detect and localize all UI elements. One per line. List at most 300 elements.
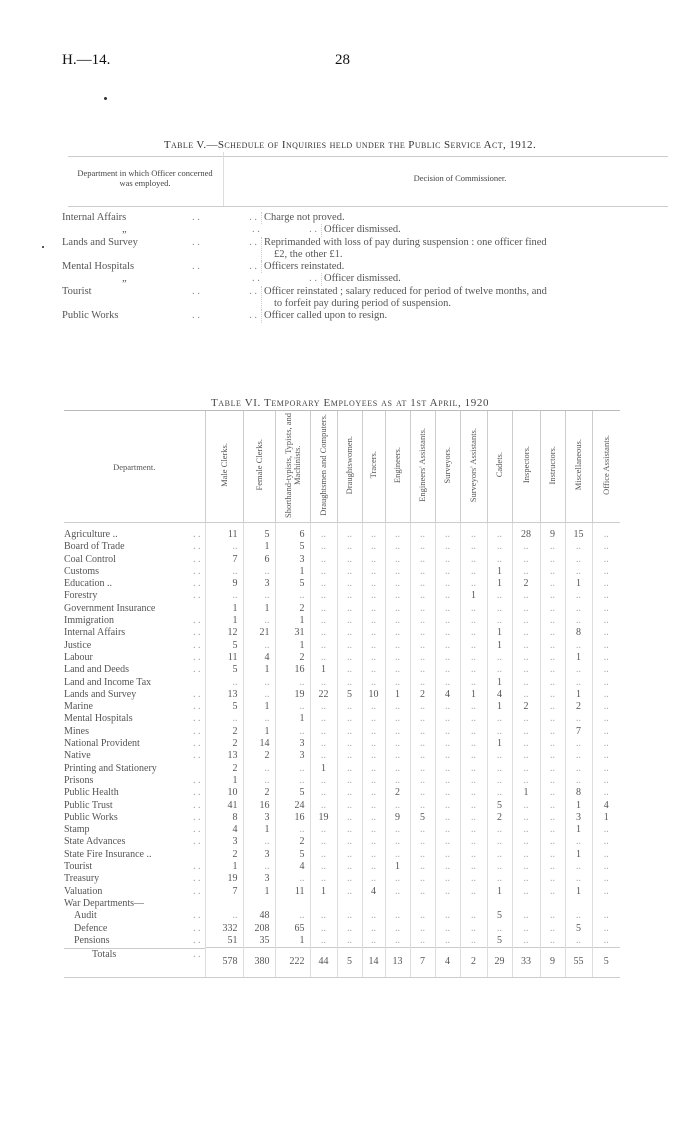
- leader-dot: . .: [249, 285, 257, 297]
- table-cell: [592, 898, 620, 910]
- table-cell: 1: [487, 738, 512, 750]
- decision: [261, 212, 672, 224]
- table-cell: ..: [337, 640, 362, 652]
- table-cell: ..: [385, 603, 410, 615]
- table-cell: ..: [592, 713, 620, 725]
- table-cell: 13: [205, 689, 243, 701]
- table5-title: Table V.—Schedule of Inquiries held under the Public Service Act, 1912.: [163, 139, 537, 151]
- table-cell: ..: [512, 554, 540, 566]
- table-cell: ..: [337, 775, 362, 787]
- table-cell: 2: [205, 763, 243, 775]
- table-cell: ..: [435, 640, 460, 652]
- leader-dots: . .: [193, 553, 201, 565]
- table-cell: ..: [540, 689, 565, 701]
- table-cell: ..: [275, 763, 310, 775]
- table-cell: 2: [275, 652, 310, 664]
- decision-text: Officers reinstated.: [264, 261, 345, 273]
- table-cell: ..: [512, 935, 540, 948]
- table-cell: ..: [410, 824, 435, 836]
- table-cell: ..: [565, 554, 592, 566]
- table-cell: 1: [243, 701, 275, 713]
- table-cell: ..: [337, 726, 362, 738]
- table-cell: ..: [540, 824, 565, 836]
- table-cell: ..: [540, 726, 565, 738]
- leader-dot: . .: [192, 236, 200, 248]
- leader-dots: [192, 212, 261, 224]
- department-name: Printing and Stationery: [64, 762, 157, 774]
- table-cell: ..: [337, 849, 362, 861]
- table-cell: ..: [460, 849, 487, 861]
- table-cell: ..: [385, 935, 410, 948]
- table-cell: ..: [435, 603, 460, 615]
- table-row: [64, 652, 620, 664]
- table-cell: ..: [460, 873, 487, 885]
- table-cell: ..: [512, 923, 540, 935]
- table-cell: ..: [592, 787, 620, 799]
- table-cell: ..: [592, 652, 620, 664]
- table-cell: ..: [362, 923, 385, 935]
- table-cell: ..: [435, 713, 460, 725]
- table-row: [64, 689, 620, 701]
- table-cell: ..: [310, 627, 337, 639]
- table-cell: ..: [565, 763, 592, 775]
- table-cell: 31: [275, 627, 310, 639]
- table-cell: ..: [540, 873, 565, 885]
- decision: [321, 224, 672, 236]
- table-cell: 65: [275, 923, 310, 935]
- department-name: Audit: [74, 910, 97, 922]
- leader-dots: . .: [193, 861, 201, 873]
- table-cell: ..: [435, 554, 460, 566]
- table-cell: 5: [275, 578, 310, 590]
- table-cell: ..: [205, 566, 243, 578]
- table-cell: 19: [310, 812, 337, 824]
- table-row: [64, 763, 620, 775]
- table-cell: 5: [592, 948, 620, 978]
- table-cell: ..: [275, 775, 310, 787]
- table-cell: ..: [435, 800, 460, 812]
- table-cell: ..: [310, 554, 337, 566]
- leader-dots: . .: [193, 787, 201, 799]
- table-cell: 5: [487, 800, 512, 812]
- table-cell: ..: [487, 750, 512, 762]
- table-cell: ..: [460, 713, 487, 725]
- leader-dot: . .: [249, 261, 257, 273]
- department-name: Lands and Survey: [64, 688, 137, 700]
- table-cell: ..: [592, 701, 620, 713]
- decision: [321, 273, 672, 285]
- department-name: Marine: [64, 701, 93, 713]
- leader-dots: . .: [193, 910, 201, 922]
- table-row: [64, 923, 620, 935]
- table-cell: 1: [205, 861, 243, 873]
- table-cell: ..: [565, 910, 592, 922]
- table-cell: ..: [592, 627, 620, 639]
- decision-text: Officer called upon to resign.: [264, 310, 388, 322]
- department-cell: [64, 689, 205, 701]
- table-cell: 1: [243, 886, 275, 898]
- department-name: Mines: [64, 725, 89, 737]
- table-cell: ..: [310, 590, 337, 602]
- table-cell: ..: [540, 590, 565, 602]
- table-cell: ..: [275, 590, 310, 602]
- table-cell: ..: [540, 664, 565, 676]
- department-name: Government Insurance: [64, 602, 156, 614]
- leader-dot: . .: [192, 212, 200, 223]
- table-cell: ..: [460, 763, 487, 775]
- table-cell: ..: [460, 726, 487, 738]
- table-cell: 1: [243, 824, 275, 836]
- table-cell: ..: [460, 701, 487, 713]
- table-cell: 4: [487, 689, 512, 701]
- table-cell: ..: [460, 910, 487, 922]
- table-cell: 24: [275, 800, 310, 812]
- table-row: [64, 873, 620, 885]
- table-cell: ..: [205, 590, 243, 602]
- department-cell: [64, 861, 205, 873]
- table-cell: ..: [362, 763, 385, 775]
- table-row: [64, 578, 620, 590]
- table-cell: ..: [487, 664, 512, 676]
- table-cell: 1: [487, 886, 512, 898]
- table-cell: ..: [385, 652, 410, 664]
- leader-dots: . .: [193, 713, 201, 725]
- table-cell: ..: [205, 713, 243, 725]
- column-header: [410, 411, 435, 523]
- department-cell: [64, 713, 205, 725]
- table-cell: 1: [565, 578, 592, 590]
- table-cell: 7: [205, 554, 243, 566]
- table-cell: 3: [205, 836, 243, 848]
- department-cell: [64, 886, 205, 898]
- table-cell: ..: [410, 523, 435, 542]
- department-name: Internal Affairs: [62, 212, 127, 223]
- table-cell: 5: [205, 664, 243, 676]
- table-cell: ..: [385, 763, 410, 775]
- table-cell: 1: [487, 566, 512, 578]
- table-cell: 380: [243, 948, 275, 978]
- table-cell: 3: [275, 738, 310, 750]
- table-cell: 4: [243, 652, 275, 664]
- table-cell: ..: [435, 775, 460, 787]
- column-header-label: Draughtsmen and Computers.: [318, 414, 328, 516]
- table-cell: ..: [540, 775, 565, 787]
- table-cell: ..: [362, 750, 385, 762]
- table-row: [64, 910, 620, 922]
- table-cell: ..: [385, 640, 410, 652]
- column-header-label: Shorthand-typists, Typists, and Machinists.: [282, 412, 302, 518]
- table-cell: ..: [435, 861, 460, 873]
- table-cell: ..: [487, 861, 512, 873]
- table-cell: ..: [310, 640, 337, 652]
- table-cell: 1: [243, 664, 275, 676]
- department-cell: [64, 677, 205, 689]
- leader-dots: . .: [193, 811, 201, 823]
- table-cell: ..: [362, 726, 385, 738]
- table-cell: ..: [460, 677, 487, 689]
- table-row: [64, 640, 620, 652]
- table-cell: ..: [435, 590, 460, 602]
- table-cell: ..: [362, 873, 385, 885]
- table-cell: ..: [337, 523, 362, 542]
- table-cell: ..: [540, 836, 565, 848]
- department-name: Public Trust: [64, 799, 113, 811]
- table-cell: ..: [362, 652, 385, 664]
- department-cell: [64, 664, 205, 676]
- leader-dots: [192, 261, 261, 273]
- table-cell: ..: [385, 664, 410, 676]
- table-cell: ..: [337, 566, 362, 578]
- table-cell: ..: [592, 886, 620, 898]
- department-name: Justice: [64, 639, 92, 651]
- table-cell: ..: [435, 726, 460, 738]
- department-cell: [64, 590, 205, 602]
- table-cell: ..: [540, 787, 565, 799]
- leader-dots: . .: [193, 934, 201, 946]
- department-name: Treasury: [64, 873, 100, 885]
- table-cell: [385, 898, 410, 910]
- table-cell: ..: [337, 627, 362, 639]
- table-cell: ..: [337, 701, 362, 713]
- table-cell: ..: [512, 812, 540, 824]
- table-cell: ..: [337, 910, 362, 922]
- table-cell: ..: [275, 726, 310, 738]
- column-header-label: Draughtswomen.: [344, 435, 354, 495]
- table-cell: [362, 898, 385, 910]
- table-cell: ..: [540, 541, 565, 553]
- department-cell: [64, 603, 205, 615]
- table-cell: 1: [565, 800, 592, 812]
- decision-continuation: to forfeit pay during period of suspension.: [274, 298, 452, 310]
- column-header-label: Engineers.: [392, 446, 402, 484]
- department-cell: [64, 578, 205, 590]
- table-cell: ..: [337, 861, 362, 873]
- decision-text: Officer dismissed.: [324, 273, 401, 285]
- table-row: [64, 824, 620, 836]
- table-cell: ..: [410, 800, 435, 812]
- table-cell: ..: [337, 824, 362, 836]
- table-cell: [410, 898, 435, 910]
- table-cell: ..: [540, 750, 565, 762]
- table-cell: ..: [385, 910, 410, 922]
- department-cell: [64, 726, 205, 738]
- table-cell: ..: [435, 763, 460, 775]
- table-cell: 14: [362, 948, 385, 978]
- column-header-label: Male Clerks.: [218, 443, 229, 487]
- table-cell: 1: [565, 886, 592, 898]
- department-cell: [64, 541, 205, 553]
- table-cell: 3: [243, 578, 275, 590]
- table-cell: ..: [540, 849, 565, 861]
- table-cell: ..: [540, 713, 565, 725]
- table-cell: 2: [205, 738, 243, 750]
- table-cell: ..: [460, 923, 487, 935]
- document-reference: H.—14.: [62, 52, 111, 68]
- table-cell: ..: [243, 861, 275, 873]
- table6-header-department: Department.: [64, 411, 205, 523]
- leader-dot: . .: [192, 285, 200, 297]
- department-cell: [64, 873, 205, 885]
- table-cell: ..: [540, 554, 565, 566]
- table-cell: ..: [337, 886, 362, 898]
- table-cell: 1: [592, 812, 620, 824]
- table-cell: 1: [565, 652, 592, 664]
- table6: [64, 410, 620, 978]
- table-cell: ..: [362, 554, 385, 566]
- table-cell: ..: [310, 603, 337, 615]
- table-cell: ..: [435, 849, 460, 861]
- table-cell: ..: [337, 738, 362, 750]
- table-cell: ..: [540, 627, 565, 639]
- table5-header-department: Department in which Officer concerned was employed.: [77, 168, 213, 188]
- table5-header-decision: Decision of Commissioner.: [413, 173, 507, 183]
- table-cell: ..: [385, 923, 410, 935]
- table-cell: ..: [310, 824, 337, 836]
- table-cell: ..: [460, 664, 487, 676]
- table-cell: ..: [592, 738, 620, 750]
- table-cell: 9: [385, 812, 410, 824]
- leader-dots: . .: [193, 774, 201, 786]
- table-cell: ..: [205, 677, 243, 689]
- table-cell: ..: [512, 910, 540, 922]
- table-cell: ..: [337, 664, 362, 676]
- table-cell: ..: [362, 523, 385, 542]
- department-cell: [64, 652, 205, 664]
- table-row: [64, 677, 620, 689]
- table-cell: ..: [337, 836, 362, 848]
- table-cell: ..: [410, 923, 435, 935]
- table-row: [64, 861, 620, 873]
- table-cell: [487, 898, 512, 910]
- table-cell: ..: [592, 590, 620, 602]
- column-header: [540, 411, 565, 523]
- table-row: [64, 627, 620, 639]
- table-cell: ..: [362, 615, 385, 627]
- table-cell: ..: [362, 935, 385, 948]
- table-cell: ..: [460, 886, 487, 898]
- table-cell: ..: [540, 677, 565, 689]
- table-cell: ..: [410, 713, 435, 725]
- table-cell: ..: [410, 664, 435, 676]
- leader-dot: . .: [249, 212, 257, 223]
- table-cell: ..: [460, 652, 487, 664]
- table-cell: ..: [565, 935, 592, 948]
- table-cell: ..: [435, 750, 460, 762]
- table-cell: ..: [512, 861, 540, 873]
- table-cell: ..: [592, 726, 620, 738]
- department-name: Land and Income Tax: [64, 676, 152, 688]
- table-cell: 1: [310, 763, 337, 775]
- department-name: Forestry: [64, 590, 98, 602]
- table-row: [64, 849, 620, 861]
- table-cell: 5: [337, 948, 362, 978]
- table-cell: ..: [435, 677, 460, 689]
- department-name: Tourist: [64, 861, 93, 873]
- table-cell: ..: [243, 615, 275, 627]
- table-cell: ..: [460, 566, 487, 578]
- table-cell: ..: [337, 541, 362, 553]
- leader-dot: . .: [192, 261, 200, 273]
- table-cell: [275, 898, 310, 910]
- table-cell: ..: [310, 523, 337, 542]
- table-cell: ..: [243, 590, 275, 602]
- table-cell: ..: [385, 713, 410, 725]
- leader-dots: . .: [193, 590, 201, 602]
- department-cell: [64, 701, 205, 713]
- table-cell: ..: [385, 849, 410, 861]
- table-cell: ..: [337, 578, 362, 590]
- table-cell: ..: [460, 750, 487, 762]
- table-cell: ..: [512, 627, 540, 639]
- table-cell: ..: [487, 590, 512, 602]
- table-cell: ..: [362, 590, 385, 602]
- table-cell: ..: [592, 861, 620, 873]
- department-cell: [64, 554, 205, 566]
- department-name: Land and Deeds: [64, 664, 129, 676]
- department-name: „: [122, 273, 127, 285]
- table-cell: 2: [385, 787, 410, 799]
- table-cell: ..: [385, 824, 410, 836]
- table-cell: [540, 898, 565, 910]
- table-cell: 1: [205, 615, 243, 627]
- leader-dots: . .: [193, 948, 201, 960]
- table-cell: ..: [243, 640, 275, 652]
- department-name: Agriculture ..: [64, 529, 118, 540]
- table-cell: ..: [435, 923, 460, 935]
- table-cell: ..: [385, 541, 410, 553]
- department-cell: [64, 836, 205, 848]
- table-cell: ..: [592, 578, 620, 590]
- table-cell: [310, 898, 337, 910]
- table-cell: ..: [385, 554, 410, 566]
- table-cell: 1: [487, 701, 512, 713]
- table-cell: ..: [540, 935, 565, 948]
- table-cell: 6: [275, 523, 310, 542]
- table-cell: 3: [243, 873, 275, 885]
- table-cell: ..: [385, 775, 410, 787]
- table-cell: 6: [243, 554, 275, 566]
- table-cell: ..: [460, 800, 487, 812]
- table-cell: ..: [460, 738, 487, 750]
- column-header-label: Female Clerks.: [253, 439, 264, 491]
- table-cell: ..: [310, 787, 337, 799]
- department-cell: [64, 615, 205, 627]
- table-cell: 2: [512, 701, 540, 713]
- table-cell: ..: [540, 763, 565, 775]
- table-cell: ..: [243, 763, 275, 775]
- table-cell: ..: [592, 873, 620, 885]
- table-cell: [243, 898, 275, 910]
- table5-row: [62, 286, 672, 311]
- table-cell: ..: [487, 652, 512, 664]
- table-cell: 3: [243, 849, 275, 861]
- table-cell: 3: [275, 750, 310, 762]
- table-cell: 5: [337, 689, 362, 701]
- column-header: [205, 411, 243, 523]
- table-cell: 2: [487, 812, 512, 824]
- table-row: [64, 775, 620, 787]
- table-cell: ..: [337, 603, 362, 615]
- totals-label-cell: [64, 948, 205, 978]
- table-cell: ..: [362, 578, 385, 590]
- leader-dots: . .: [193, 664, 201, 676]
- table-cell: ..: [487, 615, 512, 627]
- column-header: [435, 411, 460, 523]
- column-header-label: Cadets.: [494, 452, 504, 478]
- table-cell: 332: [205, 923, 243, 935]
- table-cell: ..: [243, 713, 275, 725]
- department-cell: [64, 910, 205, 922]
